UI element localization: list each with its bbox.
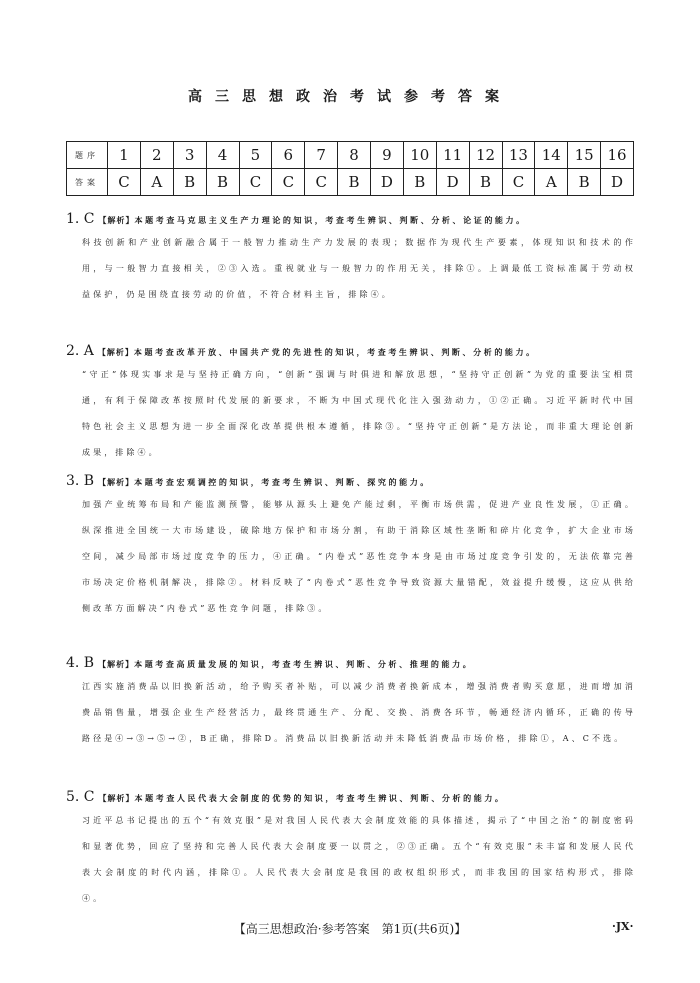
- answer-cell: C: [108, 169, 141, 196]
- analysis-tag: 【解析】: [98, 793, 135, 803]
- question-number: 2: [140, 142, 173, 169]
- answer-explanation-1: [66, 206, 636, 308]
- question-number: 7: [305, 142, 338, 169]
- question-number: 15: [568, 142, 601, 169]
- answer-cell: A: [535, 169, 568, 196]
- question-number: 5: [239, 142, 272, 169]
- analysis-lead: 本题考查宏观调控的知识，考查考生辨识、判断、探究的能力。: [134, 477, 431, 487]
- analysis-lead: 本题考查人民代表大会制度的优势的知识，考查考生辨识、判断、分析的能力。: [134, 793, 506, 803]
- question-label: 2. A: [66, 343, 94, 359]
- answer-cell: B: [173, 169, 206, 196]
- question-number: 11: [436, 142, 469, 169]
- answer-explanation-4: [66, 650, 636, 752]
- analysis-lead: 本题考查高质量发展的知识，考查考生辨识、判断、分析、推理的能力。: [134, 659, 474, 669]
- answer-explanation-3: [66, 468, 636, 622]
- question-number: 12: [469, 142, 502, 169]
- answer-cell: B: [568, 169, 601, 196]
- question-number: 6: [272, 142, 305, 169]
- answer-table-number-row: [67, 142, 634, 169]
- answer-table-answer-label: 答案: [67, 169, 108, 196]
- answer-explanation-2: [66, 338, 636, 466]
- question-number: 13: [502, 142, 535, 169]
- answer-cell: C: [502, 169, 535, 196]
- analysis-body: “守正”体现实事求是与坚持正确方向，“创新”强调与时俱进和解放思想，“坚持守正创新”为党的重要法宝相贯通，有利于保障改革按照时代发展的新要求，不断为中国式现代化注入强劲动力，①②正确。习近平新时代中国特色社会主义思想为进一步全面深化改革提供根本遵循，排除③。“坚持守正创新”是方法论，而非重大理论创新成果，排除④。: [82, 370, 636, 457]
- answer-cell: B: [469, 169, 502, 196]
- page-title: 高三思想政治考试参考答案: [188, 89, 512, 105]
- question-number: 9: [371, 142, 404, 169]
- question-number: 14: [535, 142, 568, 169]
- analysis-lead: 本题考查改革开放、中国共产党的先进性的知识，考查考生辨识、判断、分析的能力。: [133, 347, 537, 357]
- region-mark: ·JX·: [612, 920, 634, 933]
- analysis-tag: 【解析】: [98, 477, 135, 487]
- analysis-tag: 【解析】: [98, 659, 135, 669]
- analysis-body: 加强产业统筹布局和产能监测预警，能够从源头上避免产能过剩，平衡市场供需，促进产业良性发展，①正确。纵深推进全国统一大市场建设，破除地方保护和市场分割，有助于消除区域性垄断和碎片化竞争，扩大企业市场空间，减少局部市场过度竞争的压力，④正确。“内卷式”恶性竞争本身是由市场过度竞争引发的，无法依靠完善市场决定价格机制解决，排除②。材料反映了“内卷式”恶性竞争导致资源大量错配，效益提升缓慢，这应从供给侧改革方面解决“内卷式”恶性竞争问题，排除③。: [82, 500, 636, 613]
- analysis-tag: 【解析】: [98, 215, 135, 225]
- answer-table-answer-row: [67, 169, 634, 196]
- answer-cell: C: [272, 169, 305, 196]
- question-number: 1: [108, 142, 141, 169]
- analysis-body: 科技创新和产业创新融合属于一般智力推动生产力发展的表现；数据作为现代生产要素，体现知识和技术的作用，与一般智力直接相关，②③入选。重视就业与一般智力的作用无关，排除①。上调最低工资标准属于劳动权益保护，仍是围绕直接劳动的价值，不符合材料主旨，排除④。: [82, 238, 636, 299]
- answer-cell: D: [371, 169, 404, 196]
- question-number: 10: [403, 142, 436, 169]
- analysis-lead: 本题考查马克思主义生产力理论的知识，考查考生辨识、判断、分析、论证的能力。: [134, 215, 527, 225]
- question-number: 3: [173, 142, 206, 169]
- question-label: 1. C: [66, 211, 95, 227]
- question-number: 8: [338, 142, 371, 169]
- analysis-body: 习近平总书记提出的五个“有效克服”是对我国人民代表大会制度效能的具体描述，揭示了“中国之治”的制度密码和显著优势，回应了坚持和完善人民代表大会制度要一以贯之，②③正确。五个“有效克服”未丰富和发展人民代表大会制度的时代内涵，排除①。人民代表大会制度是我国的政权组织形式，而非我国的国家结构形式，排除④。: [82, 816, 636, 903]
- answer-cell: B: [403, 169, 436, 196]
- question-label: 3. B: [66, 473, 95, 489]
- page-footer: 【高三思想政治·参考答案 第1页(共6页)】: [233, 922, 467, 936]
- analysis-tag: 【解析】: [97, 347, 134, 357]
- answer-cell: B: [206, 169, 239, 196]
- answer-table: [66, 141, 634, 196]
- answer-table-header-label: 题序: [67, 142, 108, 169]
- answer-cell: D: [601, 169, 634, 196]
- answer-explanation-5: [66, 784, 636, 912]
- question-number: 4: [206, 142, 239, 169]
- question-label: 4. B: [66, 655, 95, 671]
- answer-cell: C: [239, 169, 272, 196]
- question-label: 5. C: [66, 789, 95, 805]
- analysis-body: 江西实施消费品以旧换新活动，给予购买者补贴，可以减少消费者换新成本，增强消费者购买意愿，进而增加消费品销售量，增强企业生产经营活力，最终贯通生产、分配、交换、消费各环节，畅通经济内循环，正确的传导路径是④→③→⑤→②，B正确，排除D。消费品以旧换新活动并未降低消费品市场价格，排除①，A、C不选。: [82, 682, 636, 743]
- answer-cell: B: [338, 169, 371, 196]
- answer-cell: D: [436, 169, 469, 196]
- question-number: 16: [601, 142, 634, 169]
- answer-cell: C: [305, 169, 338, 196]
- answer-cell: A: [140, 169, 173, 196]
